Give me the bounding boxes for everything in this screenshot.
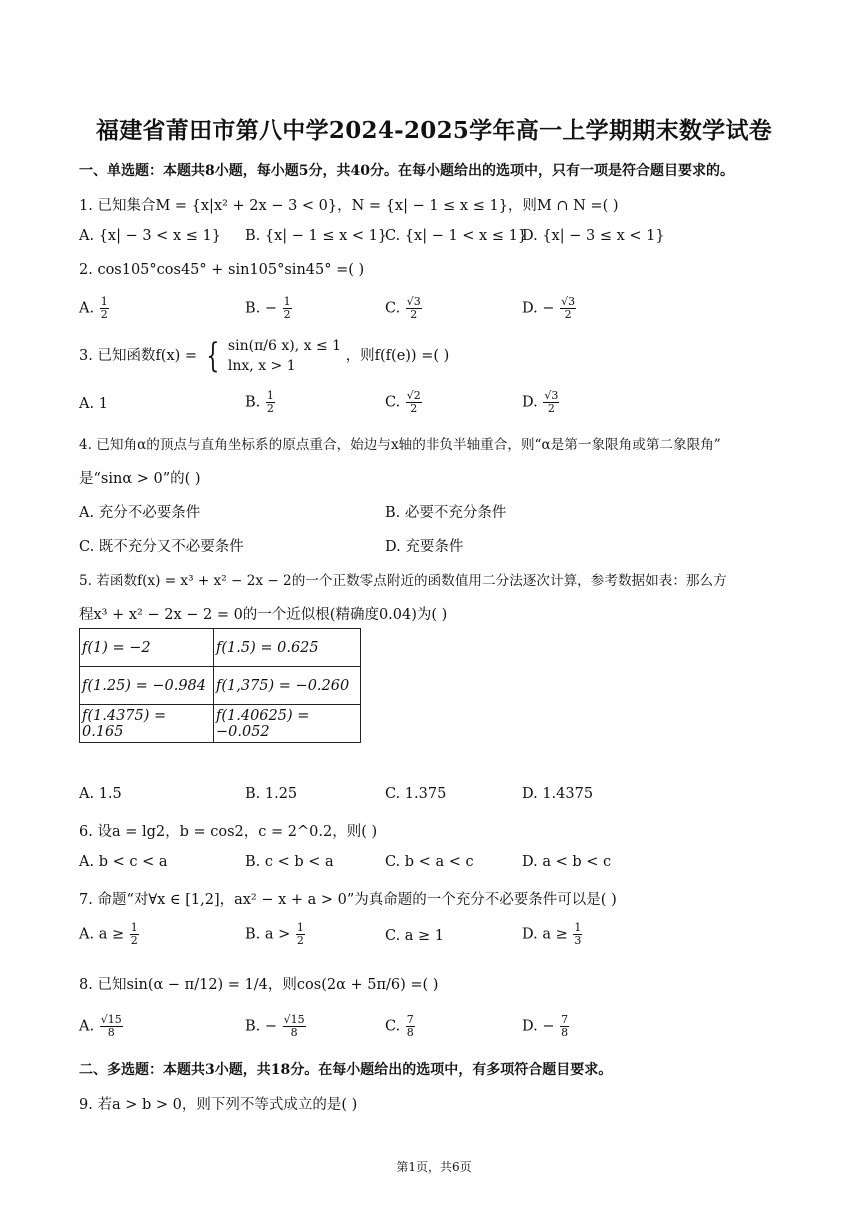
table-row: [80, 629, 361, 667]
table-cell: f(1.40625) = −0.052: [214, 705, 361, 743]
section2-heading: 二、多选题：本题共3小题，共18分。在每小题给出的选项中，有多项符合题目要求。: [79, 1062, 613, 1078]
q5-option-d: D. 1.4375: [522, 786, 594, 802]
q6-option-b: B. c < b < a: [245, 854, 334, 870]
q4-option-d: D. 充要条件: [385, 539, 464, 555]
piecewise-cases: sin(π/6 x), x ≤ 1 lnx, x > 1: [227, 338, 342, 374]
q4-stem-line2: 是“sinα > 0”的( ): [79, 471, 201, 487]
q5-option-c: C. 1.375: [385, 786, 447, 802]
q8-option-b: B. − $\frac{√15}{8}$: [245, 1013, 305, 1039]
q8-option-c: C. $\frac{7}{8}$: [385, 1013, 414, 1039]
table-row: [80, 667, 361, 705]
q5-option-a: A. 1.5: [79, 786, 122, 802]
q3-option-d: D. $\frac{√3}{2}$: [522, 389, 559, 415]
q6-option-a: A. b < c < a: [79, 854, 168, 870]
q4-stem-line1: 4. 已知角α的顶点与直角坐标系的原点重合，始边与x轴的非负半轴重合，则“α是第一象限角或第二象限角”: [79, 437, 721, 453]
q8-stem: 8. 已知sin(α − π/12) = 1/4，则cos(2α + 5π/6) =( ): [79, 977, 439, 993]
q1-option-b: B. {x| − 1 ≤ x < 1}: [245, 228, 388, 244]
q3-stem: 3. 已知函数f(x) = { sin(π/6 x), x ≤ 1 lnx, x > 1 ，则f(f(e)) =( ): [79, 336, 450, 376]
q1-option-c: C. {x| − 1 < x ≤ 1}: [385, 228, 528, 244]
q2-option-c: C. $\frac{√3}{2}$: [385, 295, 421, 321]
q6-stem: 6. 设a = lg2，b = cos2，c = 2^0.2，则( ): [79, 824, 378, 840]
q1-option-a: A. {x| − 3 < x ≤ 1}: [79, 228, 221, 244]
q2-stem: 2. cos105°cos45° + sin105°sin45° =( ): [79, 262, 365, 278]
q4-option-a: A. 充分不必要条件: [79, 505, 201, 521]
q1-option-d: D. {x| − 3 ≤ x < 1}: [522, 228, 665, 244]
page-title: 福建省莆田市第八中学2024-2025学年高一上学期期末数学试卷: [95, 117, 773, 144]
q1-stem: 1. 已知集合M = {x|x² + 2x − 3 < 0}，N = {x| − 1 ≤ x ≤ 1}，则M ∩ N =( ): [79, 198, 619, 214]
q5-stem-line1: 5. 若函数f(x) = x³ + x² − 2x − 2的一个正数零点附近的函数值用二分法逐次计算，参考数据如表：那么方: [79, 573, 727, 589]
q4-option-c: C. 既不充分又不必要条件: [79, 539, 244, 555]
q7-option-d: D. a ≥ $\frac{1}{3}$: [522, 921, 582, 947]
q7-option-b: B. a > $\frac{1}{2}$: [245, 921, 304, 947]
table-cell: f(1.25) = −0.984: [80, 667, 214, 705]
table-cell: f(1,375) = −0.260: [214, 667, 361, 705]
table-cell: f(1.5) = 0.625: [214, 629, 361, 667]
bisection-data-table: [79, 628, 361, 743]
q4-option-b: B. 必要不充分条件: [385, 505, 507, 521]
piecewise-brace: {: [206, 336, 219, 376]
q2-option-a: A. $\frac{1}{2}$: [79, 295, 108, 321]
q6-option-d: D. a < b < c: [522, 854, 612, 870]
q6-option-c: C. b < a < c: [385, 854, 474, 870]
q8-option-a: A. $\frac{√15}{8}$: [79, 1013, 122, 1039]
q7-option-c: C. a ≥ 1: [385, 928, 445, 944]
table-cell: f(1.4375) = 0.165: [80, 705, 214, 743]
q3-option-b: B. $\frac{1}{2}$: [245, 389, 274, 415]
q3-option-c: C. $\frac{√2}{2}$: [385, 389, 421, 415]
q7-stem: 7. 命题“对∀x ∈ [1,2]，ax² − x + a > 0”为真命题的一个充分不必要条件可以是( ): [79, 892, 617, 908]
q8-option-d: D. − $\frac{7}{8}$: [522, 1013, 569, 1039]
q2-option-d: D. − $\frac{√3}{2}$: [522, 295, 576, 321]
q9-stem: 9. 若a > b > 0，则下列不等式成立的是( ): [79, 1097, 358, 1113]
section1-heading: 一、单选题：本题共8小题，每小题5分，共40分。在每小题给出的选项中，只有一项是符合题目要求的。: [79, 163, 734, 179]
q3-option-a: A. 1: [79, 396, 108, 412]
q2-option-b: B. − $\frac{1}{2}$: [245, 295, 291, 321]
q5-option-b: B. 1.25: [245, 786, 298, 802]
q5-stem-line2: 程x³ + x² − 2x − 2 = 0的一个近似根(精确度0.04)为( ): [79, 607, 448, 623]
page-footer: 第1页，共6页: [396, 1160, 472, 1174]
table-row: [80, 705, 361, 743]
q7-option-a: A. a ≥ $\frac{1}{2}$: [79, 921, 138, 947]
table-cell: f(1) = −2: [80, 629, 214, 667]
